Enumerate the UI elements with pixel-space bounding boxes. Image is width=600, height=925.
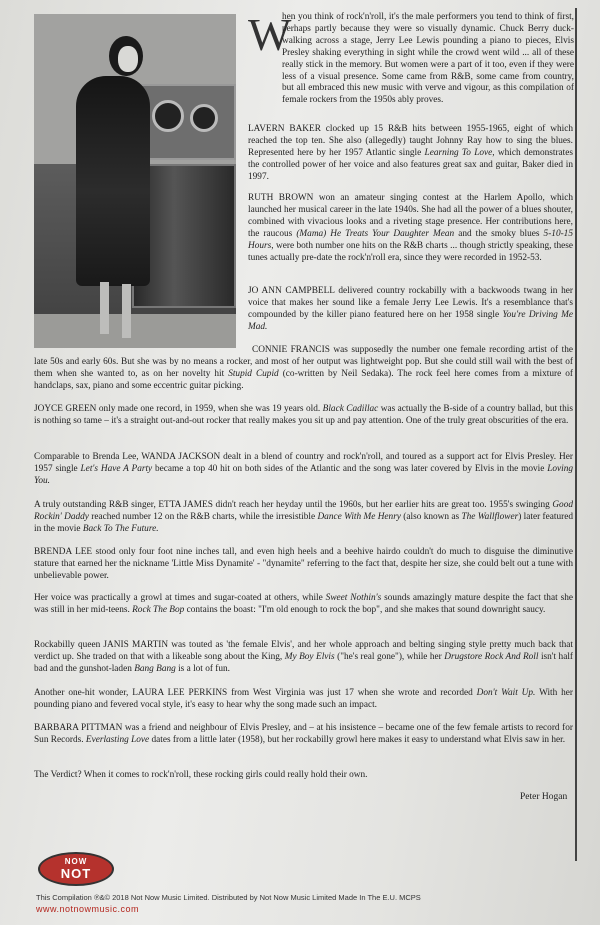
paragraph-lavern-baker: LAVERN BAKER clocked up 15 R&B hits between 1955-1965, eight of which reached the top ten. She also (allegedly) taught Johnny Ray how to sing the blues. Represented here by her 1957 Atlantic single Learning To Love, which demonstrates the controlled power of her voice and also features great sax and guitar, Baker died in 1997. xyxy=(248,124,573,182)
paragraph-joyce-green: JOYCE GREEN only made one record, in 1959, when she was 19 years old. Black Cadillac was actually the B-side of a country ballad, but this is nothing so tame – it's a straight out-and-out rocker that really makes you sit up and pay attention. One of the truly great obscurities of the era. xyxy=(34,404,573,426)
paragraph-brenda-lee-voice: Her voice was practically a growl at times and sugar-coated at others, while Sweet Nothin's sounds amazingly mature despite the fact that she was still in her mid-teens. Rock The Bop contains the boast: "I'm old enough to rock the bop", and she makes that sound downright saucy. xyxy=(34,593,573,615)
right-border-rule xyxy=(575,8,577,861)
copyright-notice: This Compilation ℗&© 2018 Not Now Music Limited. Distributed by Not Now Music Limited Made In The E.U. MCPS xyxy=(36,893,421,902)
paragraph-verdict: The Verdict? When it comes to rock'n'roll, these rocking girls could really hold their own. xyxy=(34,770,368,780)
paragraph-jo-ann-campbell: JO ANN CAMPBELL delivered country rockabilly with a backwoods twang in her voice that makes her sound like a female Jerry Lee Lewis. It's a resemblance that's compounded by the killer piano featured here on her 1958 single You're Driving Me Mad. xyxy=(248,286,573,332)
not-now-music-logo xyxy=(38,852,114,886)
paragraph-wanda-jackson: Comparable to Brenda Lee, WANDA JACKSON dealt in a blend of country and rock'n'roll, and toured as a support act for Elvis Presley. Her 1957 single Let's Have A Party became a top 40 hit on both sides of the Atlantic and the song was later covered by Elvis in the movie Loving You. xyxy=(34,452,574,486)
drop-cap: W xyxy=(248,9,292,60)
author-signature: Peter Hogan xyxy=(520,792,568,802)
paragraph-ruth-brown: RUTH BROWN won an amateur singing contest at the Harlem Apollo, which launched her musical career in the late 1940s. She had all the power of a blues shouter, combined with vivacious looks and a riveting stage presence. Her contributions here, the raucous (Mama) He Treats Your Daughter Mean and the smoky blues 5-10-15 Hours, were both number one hits on the R&B charts ... though strictly speaking, these tunes actually pre-date the rock'n'roll era, since they were recorded in 1952-53. xyxy=(248,193,573,263)
paragraph-etta-james: A truly outstanding R&B singer, ETTA JAMES didn't reach her heyday until the 1960s, but her earlier hits are great too. 1955's swinging Good Rockin' Daddy reached number 12 on the R&B charts, while the irresistible Dance With Me Henry (also known as The Wallflower) later featured in the movie Back To The Future. xyxy=(34,500,573,534)
website-link[interactable]: www.notnowmusic.com xyxy=(36,904,140,914)
vintage-photo-woman-jukebox xyxy=(34,14,236,348)
logo-now-text: NOW xyxy=(64,856,88,866)
logo-not-text: NOT xyxy=(60,865,92,881)
paragraph-brenda-lee: BRENDA LEE stood only four foot nine inches tall, and even high heels and a beehive hairdo couldn't do much to disguise the diminutive stature that earned her the nickname 'Little Miss Dynamite' - "dynamite" referring to the fact that, despite her size, she could belt out a tune with unbelievable power. xyxy=(34,547,573,581)
paragraph-laura-lee-perkins: Another one-hit wonder, LAURA LEE PERKINS from West Virginia was just 17 when she wrote and recorded Don't Wait Up. With her pounding piano and fevered vocal style, it's easy to hear why the song made such an impact. xyxy=(34,688,574,710)
paragraph-barbara-pittman: BARBARA PITTMAN was a friend and neighbour of Elvis Presley, and – at his insistence – became one of the few female artists to record for Sun Records. Everlasting Love dates from a little later (1958), but her rockabilly growl here makes it easy to understand what Elvis saw in her. xyxy=(34,723,573,745)
paragraph-connie-francis: CONNIE FRANCIS was supposedly the number one female recording artist of the late 50s and early 60s. But she was by no means a rocker, and most of her output was lightweight pop. But she could still wail with the best of them when she wanted to, as on her novelty hit Stupid Cupid (co-written by Neil Sedaka). The rock feel here comes from a mixture of handclaps, sax, piano and some eccentric guitar picking. xyxy=(34,345,573,391)
intro-paragraph: hen you think of rock'n'roll, it's the male performers you tend to think of first, perhaps partly because they were so visually dynamic. Chuck Berry duck-walking across a stage, Jerry Lee Lewis pounding a piano to pieces, Elvis Presley shaking everything in sight while the crowd went wild ... all of these really stick in the memory. But women were a part of it too, even if they were less of a visual presence. Some came from R&B, some came from country, but all embraced this new music with verve and vigour, as this compilation of female rockers from the 1950s ably proves. xyxy=(282,12,574,106)
paragraph-janis-martin: Rockabilly queen JANIS MARTIN was touted as 'the female Elvis', and her whole approach and belting singing style pretty much back that verdict up. She traded on that with a likeable song about the King, My Boy Elvis ("he's real gone"), while her Drugstore Rock And Roll isn't half bad and the gunshot-laden Bang Bang is a lot of fun. xyxy=(34,640,574,674)
